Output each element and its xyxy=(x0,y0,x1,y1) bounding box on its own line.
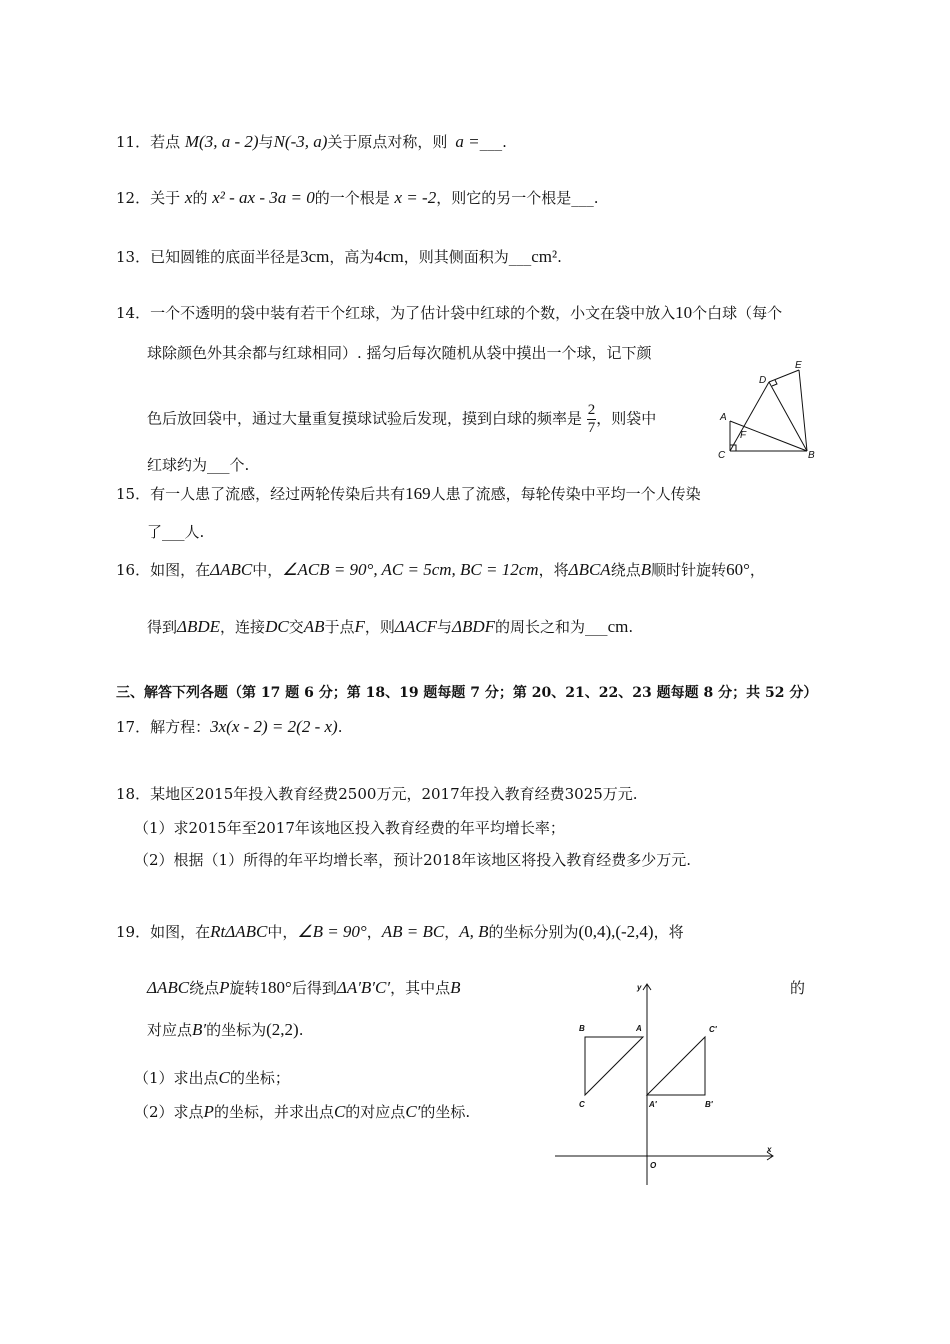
math: A, B xyxy=(459,922,489,941)
math: x² - ax - 3a = 0 xyxy=(212,188,315,207)
label-b: B xyxy=(579,1024,585,1033)
question-number: 12． xyxy=(116,189,151,207)
question-14-line-4: 红球约为___个. xyxy=(147,456,250,474)
math: B′ xyxy=(192,1020,207,1039)
math: P xyxy=(219,978,230,997)
question-number: 17． xyxy=(116,718,151,736)
text: 绕点 xyxy=(189,979,220,997)
math: x xyxy=(184,188,193,207)
label-c: C xyxy=(718,450,726,461)
math: B xyxy=(640,560,652,579)
question-15-line-1 xyxy=(116,484,701,504)
question-19-line-1 xyxy=(116,922,684,942)
question-19-line-2-end: 的 xyxy=(790,979,806,997)
coordinate-plane-figure xyxy=(555,980,785,1190)
math: x = -2 xyxy=(394,188,437,207)
text: ，则 xyxy=(364,618,395,636)
math: ∠B = 90° xyxy=(297,922,367,941)
question-number: 19． xyxy=(116,923,151,941)
text: 于点 xyxy=(324,618,355,636)
label-o: O xyxy=(650,1161,657,1170)
text: 的坐标； xyxy=(229,1069,290,1087)
math: ΔA′B′C′ xyxy=(336,978,391,997)
text: 一个不透明的袋中装有若干个红球，为了估计袋中红球的个数，小文在袋中放入 xyxy=(150,304,676,322)
math: ΔBDE xyxy=(177,617,221,636)
text: 的坐标. xyxy=(420,1103,471,1121)
text: ，其中点 xyxy=(390,979,451,997)
text: 解方程： xyxy=(150,718,211,736)
text: 与 xyxy=(437,618,453,636)
text: 如图，在 xyxy=(150,561,211,579)
text: 得到 xyxy=(147,618,178,636)
question-13 xyxy=(116,247,562,267)
triangle-a-prime-b-prime-c-prime xyxy=(647,1037,705,1095)
text: 的 xyxy=(192,189,208,207)
question-11 xyxy=(116,132,507,152)
math: 180° xyxy=(259,978,292,997)
text: . xyxy=(337,718,343,736)
text: 旋转 xyxy=(229,979,260,997)
question-19-line-2 xyxy=(147,978,461,998)
label-a-prime: A′ xyxy=(649,1100,657,1109)
question-number: 15． xyxy=(116,485,151,503)
math: 3x(x - 2) = 2(2 - x) xyxy=(210,717,338,736)
math: ΔABC xyxy=(210,560,253,579)
triangle-rotation-figure xyxy=(712,358,822,462)
text: 若点 xyxy=(150,133,181,151)
section-title: 三、解答下列各题（第 17 题 6 分；第 18、19 题每题 7 分；第 20、21、22、23 题每题 8 分；共 52 分） xyxy=(116,685,818,701)
text: 的坐标分别为 xyxy=(488,923,579,941)
text: （2）求点 xyxy=(134,1103,204,1121)
text: 的周长之和为___ xyxy=(495,618,608,636)
math: 169 xyxy=(405,484,431,503)
text: 交 xyxy=(288,618,304,636)
question-number: 11． xyxy=(116,133,151,151)
question-15-line-2: 了___人. xyxy=(147,523,205,541)
math: P xyxy=(203,1102,214,1121)
math: cm xyxy=(607,617,629,636)
text: 色后放回袋中，通过大量重复摸球试验后发现，摸到白球的频率是 xyxy=(147,409,583,428)
text: 已知圆锥的底面半径是 xyxy=(150,248,301,266)
math: (2,2) xyxy=(266,1020,299,1039)
math: DC xyxy=(265,617,289,636)
fraction-denominator: 7 xyxy=(587,420,596,436)
question-18-part-2: （2）根据（1）所得的年平均增长率，预计2018年该地区将投入教育经费多少万元. xyxy=(134,851,692,869)
math: ΔBDF xyxy=(452,617,496,636)
question-14-line-3 xyxy=(147,402,656,437)
text: . xyxy=(557,248,562,266)
label-b-prime: B′ xyxy=(705,1100,713,1109)
math: B xyxy=(450,978,461,997)
answer-blank: ___. xyxy=(479,133,507,151)
text: ， xyxy=(444,923,460,941)
text: 对应点 xyxy=(147,1021,193,1039)
math: C′ xyxy=(405,1102,421,1121)
text: ， xyxy=(749,561,765,579)
math: ΔBCA xyxy=(568,560,611,579)
text: 的坐标为 xyxy=(206,1021,267,1039)
math: N(-3, a) xyxy=(273,132,328,151)
text: ，高为 xyxy=(329,248,375,266)
label-f: F xyxy=(740,430,747,441)
text: . xyxy=(628,618,634,636)
label-e: E xyxy=(795,360,802,371)
label-d: D xyxy=(759,375,767,386)
question-16-line-1 xyxy=(116,560,765,580)
fraction xyxy=(587,402,597,437)
text: 如图，在 xyxy=(150,923,211,941)
question-16-line-2 xyxy=(147,617,633,637)
question-14-line-1 xyxy=(116,303,782,323)
text: 的坐标，并求出点 xyxy=(213,1103,334,1121)
fraction-numerator: 2 xyxy=(587,402,596,418)
math: AB xyxy=(303,617,325,636)
math: RtΔABC xyxy=(210,922,268,941)
math: ∠ACB = 90°, AC = 5cm, BC = 12cm xyxy=(282,560,539,579)
math: ΔABC xyxy=(147,978,190,997)
question-17 xyxy=(116,717,342,737)
question-number: 14． xyxy=(116,304,151,322)
math: (0,4),(-2,4) xyxy=(578,922,654,941)
math: cm² xyxy=(531,247,558,266)
label-a: A xyxy=(720,412,727,423)
math: C xyxy=(218,1068,230,1087)
question-number: 13． xyxy=(116,248,151,266)
question-12 xyxy=(116,188,598,208)
text: （1）求出点 xyxy=(134,1069,219,1087)
text: 中， xyxy=(252,561,283,579)
question-14-line-2: 球除颜色外其余都与红球相同）. 摇匀后每次随机从袋中摸出一个球，记下颜 xyxy=(147,344,652,362)
label-a: A xyxy=(636,1024,642,1033)
math: 10 xyxy=(675,303,693,322)
math: M(3, a - 2) xyxy=(184,132,259,151)
text: 个白球（每个 xyxy=(692,304,783,322)
math: 60° xyxy=(726,560,750,579)
label-c-prime: C′ xyxy=(709,1025,717,1034)
text: 绕点 xyxy=(610,561,641,579)
math: 4cm xyxy=(374,247,404,266)
text: 关于原点对称，则 xyxy=(327,133,448,151)
text: ，则它的另一个根是___. xyxy=(436,189,599,207)
math: C xyxy=(333,1102,346,1121)
question-19-part-1 xyxy=(134,1068,290,1088)
text: 人患了流感，每轮传染中平均一个人传染 xyxy=(430,485,701,503)
math: 3cm xyxy=(300,247,330,266)
math: AB = BC xyxy=(381,922,445,941)
question-number: 16． xyxy=(116,561,151,579)
text: ，将 xyxy=(538,561,569,579)
text: 有一人患了流感，经过两轮传染后共有 xyxy=(150,485,406,503)
text: ，则其侧面积为___ xyxy=(403,248,532,266)
text: 中， xyxy=(267,923,298,941)
text: ，将 xyxy=(653,923,684,941)
text: 的对应点 xyxy=(345,1103,406,1121)
text: 与 xyxy=(258,133,274,151)
text: ，则袋中 xyxy=(596,409,657,428)
math: F xyxy=(354,617,365,636)
label-x: x xyxy=(767,1145,772,1154)
text: 的一个根是 xyxy=(314,189,390,207)
text: 关于 xyxy=(150,189,181,207)
label-c: C xyxy=(579,1100,585,1109)
text: 后得到 xyxy=(291,979,337,997)
math: a = xyxy=(455,132,480,151)
question-18 xyxy=(116,784,638,804)
label-b: B xyxy=(808,450,815,461)
text: 顺时针旋转 xyxy=(651,561,727,579)
triangle-abc xyxy=(585,1037,643,1095)
question-19-part-2 xyxy=(134,1102,470,1122)
text: ， xyxy=(366,923,382,941)
text: 某地区2015年投入教育经费2500万元，2017年投入教育经费3025万元. xyxy=(150,785,638,803)
question-18-part-1: （1）求2015年至2017年该地区投入教育经费的年平均增长率； xyxy=(134,819,565,837)
label-y: y xyxy=(637,983,642,992)
question-19-line-3 xyxy=(147,1020,304,1040)
math: ΔACF xyxy=(394,617,437,636)
text: ，连接 xyxy=(220,618,266,636)
question-number: 18． xyxy=(116,785,151,803)
text: . xyxy=(298,1021,304,1039)
